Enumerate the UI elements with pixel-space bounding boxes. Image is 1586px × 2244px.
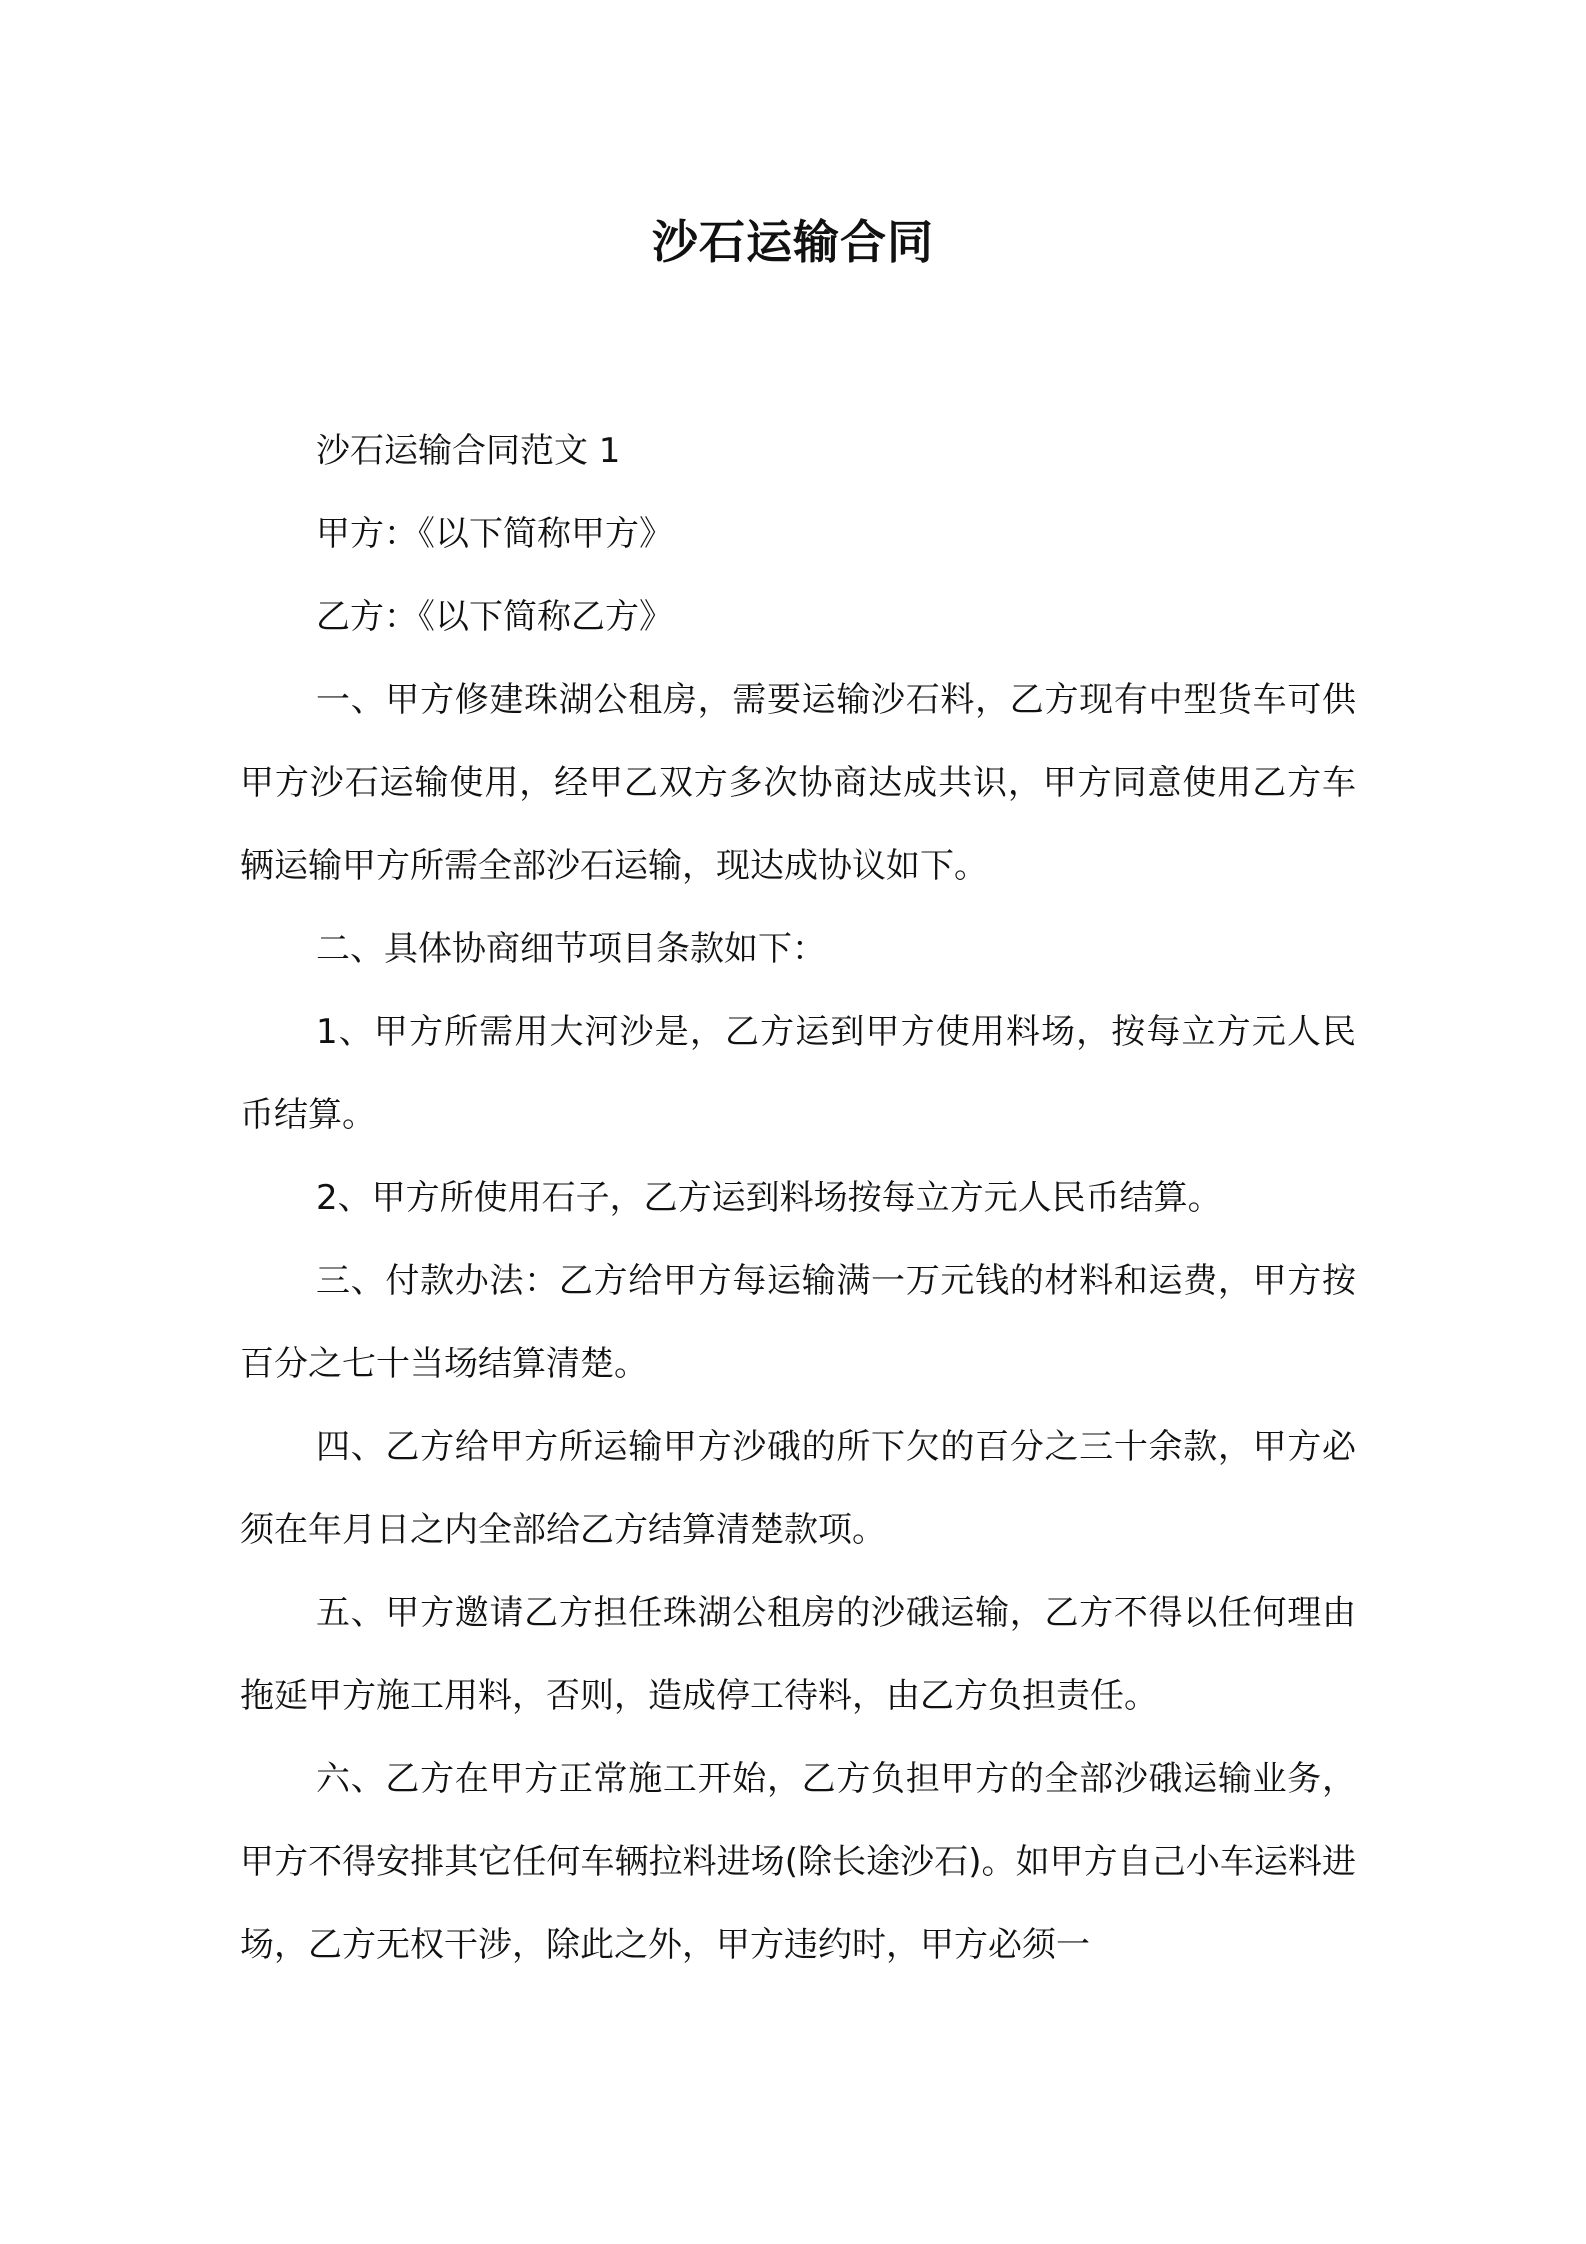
document-title: 沙石运输合同 xyxy=(652,215,934,269)
paragraph-clause-5: 五、甲方邀请乙方担任珠湖公租房的沙硪运输，乙方不得以任何理由拖延甲方施工用料，否则，造成停工待料，由乙方负担责任。 xyxy=(240,1593,1356,1716)
paragraph-clause-6: 六、乙方在甲方正常施工开始，乙方负担甲方的全部沙硪运输业务，甲方不得安排其它任何车辆拉料进场(除长途沙石)。如甲方自己小车运料进场，乙方无权干涉，除此之外，甲方违约时，甲方必须一 xyxy=(240,1759,1356,1965)
paragraph-clause-4: 四、乙方给甲方所运输甲方沙硪的所下欠的百分之三十余款，甲方必须在年月日之内全部给乙方结算清楚款项。 xyxy=(240,1427,1356,1550)
paragraph-party-b: 乙方：《以下简称乙方》 xyxy=(316,597,673,637)
paragraph-party-a: 甲方：《以下简称甲方》 xyxy=(316,514,673,554)
paragraph-clause-1: 一、甲方修建珠湖公租房，需要运输沙石料，乙方现有中型货车可供甲方沙石运输使用，经甲乙双方多次协商达成共识，甲方同意使用乙方车辆运输甲方所需全部沙石运输，现达成协议如下。 xyxy=(240,680,1356,886)
paragraph-item-2: 2、甲方所使用石子，乙方运到料场按每立方元人民币结算。 xyxy=(316,1178,1222,1218)
document-body xyxy=(240,410,1356,1987)
paragraph-clause-3: 三、付款办法：乙方给甲方每运输满一万元钱的材料和运费，甲方按百分之七十当场结算清楚。 xyxy=(240,1261,1356,1384)
paragraph-heading: 沙石运输合同范文 1 xyxy=(316,431,621,471)
paragraph-clause-2: 二、具体协商细节项目条款如下： xyxy=(316,929,826,969)
paragraph-item-1: 1、甲方所需用大河沙是，乙方运到甲方使用料场，按每立方元人民币结算。 xyxy=(240,1012,1356,1135)
